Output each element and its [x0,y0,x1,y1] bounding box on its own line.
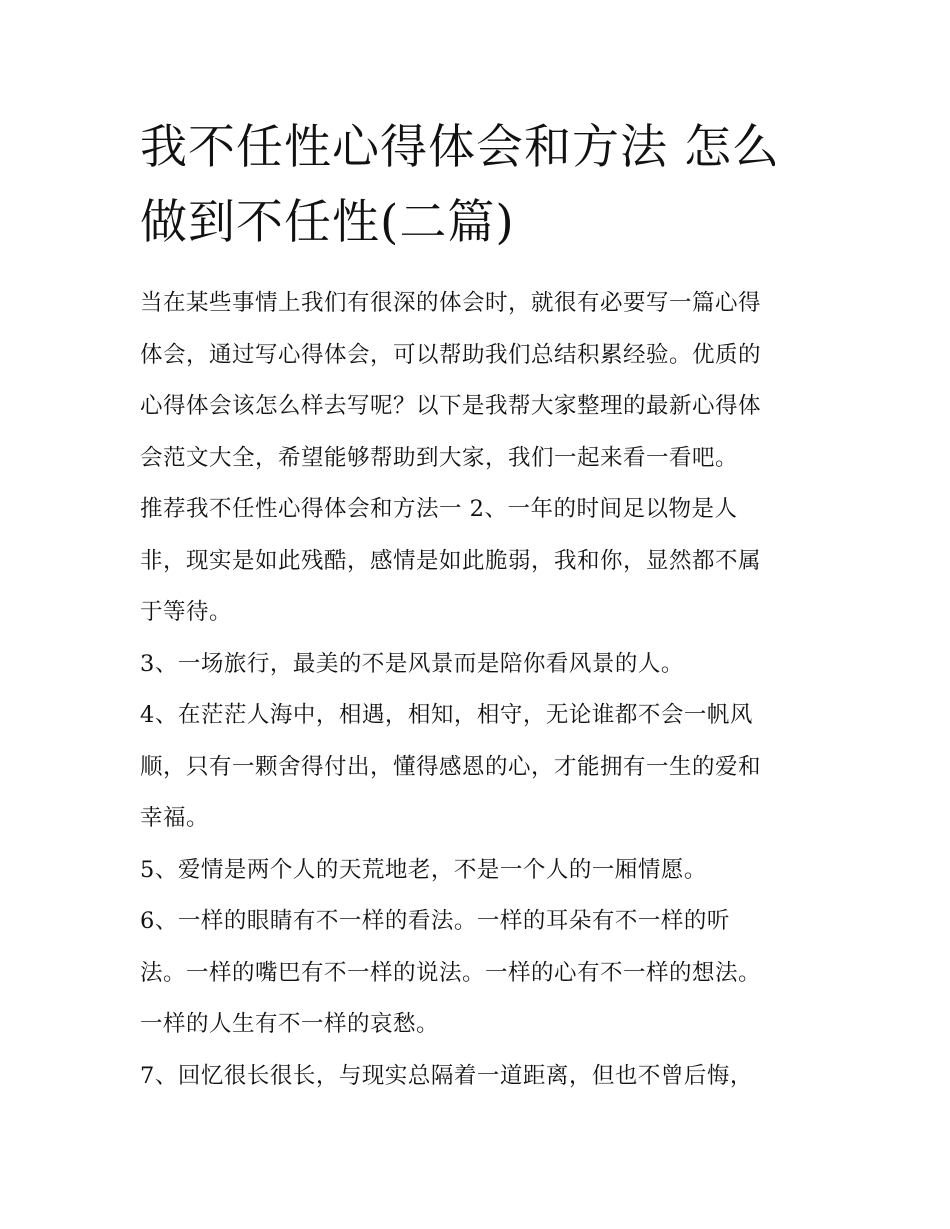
body-line: 顺，只有一颗舍得付出，懂得感恩的心，才能拥有一生的爱和 [140,753,762,780]
document-title [140,110,820,260]
title-line: 我不任性心得体会和方法 怎么 [140,120,780,175]
body-line: 于等待。 [140,599,233,625]
body-line: 一样的人生有不一样的哀愁。 [140,1011,440,1037]
body-line: 3、一场旅行，最美的不是风景而是陪你看风景的人。 [140,650,684,677]
body-line: 6、一样的眼睛有不一样的看法。一样的耳朵有不一样的听 [140,908,730,934]
title-line: 做到不任性(二篇) [140,195,515,250]
body-line: 7、回忆很长很长，与现实总隔着一道距离，但也不曾后悔， [140,1062,753,1089]
body-line: 5、爱情是两个人的天荒地老，不是一个人的一厢情愿。 [140,856,707,883]
body-line: 推荐我不任性心得体会和方法一 2、一年的时间足以物是人 [140,496,738,522]
body-line: 非，现实是如此残酷，感情是如此脆弱，我和你，显然都不属 [140,547,762,574]
body-line: 体会，通过写心得体会，可以帮助我们总结积累经验。优质的 [140,341,762,368]
body-line: 当在某些事情上我们有很深的体会时，就很有必要写一篇心得 [140,290,762,316]
body-line: 会范文大全，希望能够帮助到大家，我们一起来看一看吧。 [140,444,739,471]
body-line: 法。一样的嘴巴有不一样的说法。一样的心有不一样的想法。 [140,959,762,986]
document-body [140,278,830,1102]
body-line: 4、在茫茫人海中，相遇，相知，相守，无论谁都不会一帆风 [140,702,753,728]
body-line: 幸福。 [140,805,210,831]
body-line: 心得体会该怎么样去写呢？以下是我帮大家整理的最新心得体 [140,393,762,419]
